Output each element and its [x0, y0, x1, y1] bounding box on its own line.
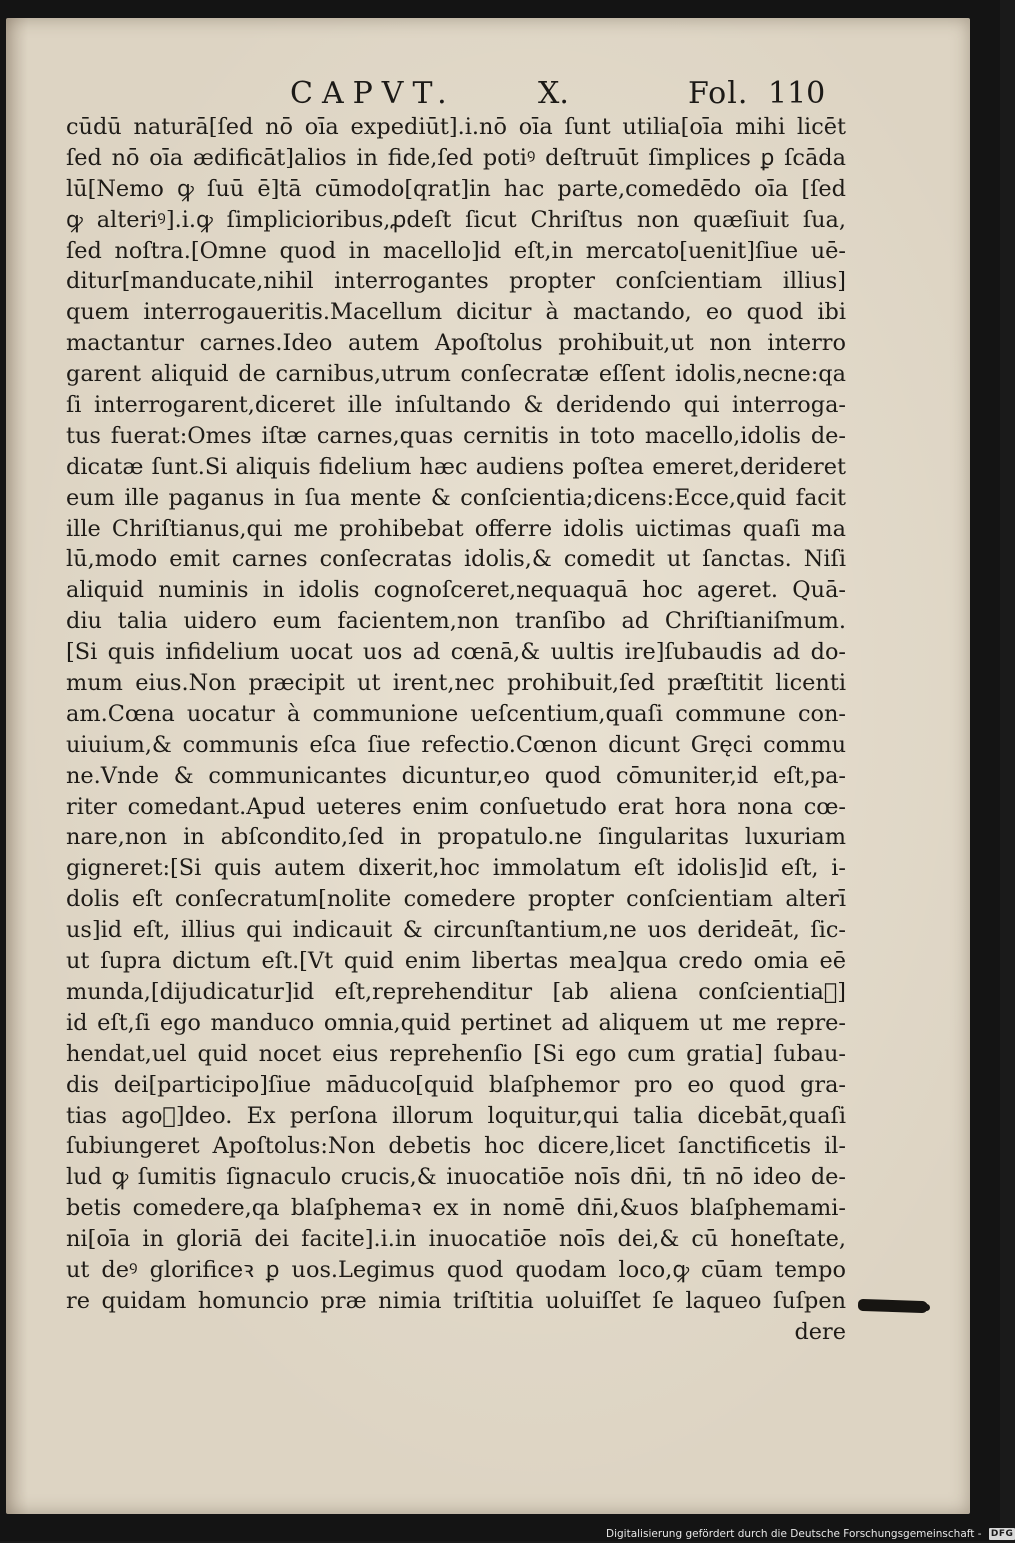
text-line: tias agoᷓ]deo. Ex perſona illorum loquitur,qui talia dicebāt,quaſi — [66, 1102, 846, 1129]
header-caput: CAPVT. — [290, 76, 456, 111]
text-line: dicatæ ſunt.Si aliquis fidelium hæc audiens poſtea emeret,derideret — [66, 453, 846, 480]
text-line: garent aliquid de carnibus,utrum conſecratæ eſſent idolis,necne:qa — [66, 361, 846, 388]
text-line: betis comedere,qa blaſphemaꝛ ex in nomē dn̄i,&uos blaſphemami- — [66, 1195, 846, 1222]
text-line: re quidam homuncio præ nimia triſtitia uoluiſſet ſe laqueo ſuſpen — [66, 1287, 846, 1314]
credit-text: Digitalisierung gefördert durch die Deutsche Forschungsgemeinschaft - — [606, 1528, 982, 1540]
text-line: dere — [794, 1318, 846, 1345]
text-line: us]id eſt, illius qui indicauit & circunſtantium,ne uos derideāt, ſic- — [66, 917, 846, 944]
digitization-credit — [606, 1527, 1015, 1543]
text-line: tus fuerat:Omes iſtæ carnes,quas cernitis in toto macello,idolis de- — [66, 422, 846, 449]
running-header — [290, 76, 835, 116]
text-line: ꝙ alteriꝰ].i.ꝙ ſimplicioribus,ꝓdeſt ſicut Chriſtus non quæſiuit ſua, — [66, 206, 846, 233]
text-line: lū[Nemo ꝙ ſuū ē]tā cūmodo[qrat]in hac parte,comedēdo oīa [ſed — [66, 175, 846, 202]
text-line: mactantur carnes.Ideo autem Apoſtolus prohibuit,ut non interro — [66, 330, 846, 357]
header-chapter-number: X. — [538, 76, 569, 111]
text-line: mum eius.Non præcipit ut irent,nec prohibuit,ſed præſtitit licenti — [66, 670, 846, 697]
text-line: am.Cœna uocatur à communione ueſcentium,quaſi commune con- — [66, 700, 846, 727]
text-line: lū,modo emit carnes conſecratas idolis,& comedit ut ſanctas. Niſi — [66, 546, 846, 573]
text-line: ſed noſtra.[Omne quod in macello]id eſt,in mercato[uenit]ſiue uē- — [66, 237, 846, 264]
text-line: hendat,uel quid nocet eius reprehenſio [Si ego cum gratia] ſubau- — [66, 1040, 846, 1067]
body-text — [66, 112, 846, 1348]
header-folio-number: 110 — [768, 76, 826, 111]
text-line: cūdū naturā[ſed nō oīa expediūt].i.nō oīa ſunt utilia[oīa mihi licēt — [66, 114, 846, 140]
text-line: riter comedant.Apud ueteres enim conſuetudo erat hora nona cœ- — [66, 793, 846, 820]
text-line: dolis eſt conſecratum[nolite comedere propter conſcientiam alterī — [66, 886, 846, 913]
text-line: ni[oīa in gloriā dei facite].i.in inuocatiōe noīs dei,& cū honeſtate, — [66, 1226, 846, 1253]
text-line: gigneret:[Si quis autem dixerit,hoc immolatum eſt idolis]id eſt, i- — [66, 855, 846, 882]
ink-blot-tail — [900, 1304, 930, 1311]
text-line: ſubiungeret Apoſtolus:Non debetis hoc dicere,licet ſanctificetis il- — [66, 1133, 846, 1160]
text-line: nare,non in abſcondito,ſed in propatulo.ne ſingularitas luxuriam — [66, 824, 846, 851]
text-line: [Si quis infidelium uocat uos ad cœnā,& uultis ire]ſubaudis ad do- — [66, 639, 846, 666]
dfg-logo: DFG — [990, 1529, 1014, 1539]
text-line: diu talia uidero eum facientem,non tranſibo ad Chriſtianiſmum. — [66, 608, 846, 635]
text-line: uiuium,& communis eſca ſiue refectio.Cœnon dicunt Gręci commu — [66, 731, 846, 758]
text-line: munda,[dijudicatur]id eſt,reprehenditur [ab aliena conſcientiaᷓ] — [66, 978, 846, 1005]
text-line: ut deꝰ glorificeꝛ ꝑ uos.Legimus quod quodam loco,ꝙ cūam tempo — [66, 1256, 846, 1283]
text-line: ſed nō oīa ædificāt]alios in fide,ſed potiꝰ deſtruūt ſimplices ꝑ ſcāda — [66, 144, 846, 171]
text-line: ditur[manducate,nihil interrogantes propter conſcientiam illius] — [66, 268, 846, 295]
text-line: lud ꝙ ſumitis ſignaculo crucis,& inuocatiōe noīs dn̄i, tn̄ nō ideo de- — [66, 1164, 846, 1191]
text-line: ut ſupra dictum eſt.[Vt quid enim libertas mea]qua credo omia eē — [66, 948, 846, 975]
text-line: ne.Vnde & communicantes dicuntur,eo quod cōmuniter,id eſt,pa- — [66, 762, 846, 789]
text-line: dis dei[participo]ſiue māduco[quid blaſphemor pro eo quod gra- — [66, 1071, 846, 1098]
text-line: aliquid numinis in idolis cognoſceret,nequaquā hoc ageret. Quā- — [66, 577, 846, 604]
text-line: eum ille paganus in ſua mente & conſcientia;dicens:Ecce,quid facit — [66, 484, 846, 511]
text-line: ille Chriſtianus,qui me prohibebat offerre idolis uictimas quaſi ma — [66, 515, 846, 542]
text-line: id eſt,ſi ego manduco omnia,quid pertinet ad aliquem ut me repre- — [66, 1009, 846, 1036]
text-line: ſi interrogarent,diceret ille inſultando & deridendo qui interroga- — [66, 392, 846, 419]
header-folio-label: Fol. — [688, 76, 749, 111]
text-line: quem interrogaueritis.Macellum dicitur à mactando, eo quod ibi — [66, 299, 846, 326]
